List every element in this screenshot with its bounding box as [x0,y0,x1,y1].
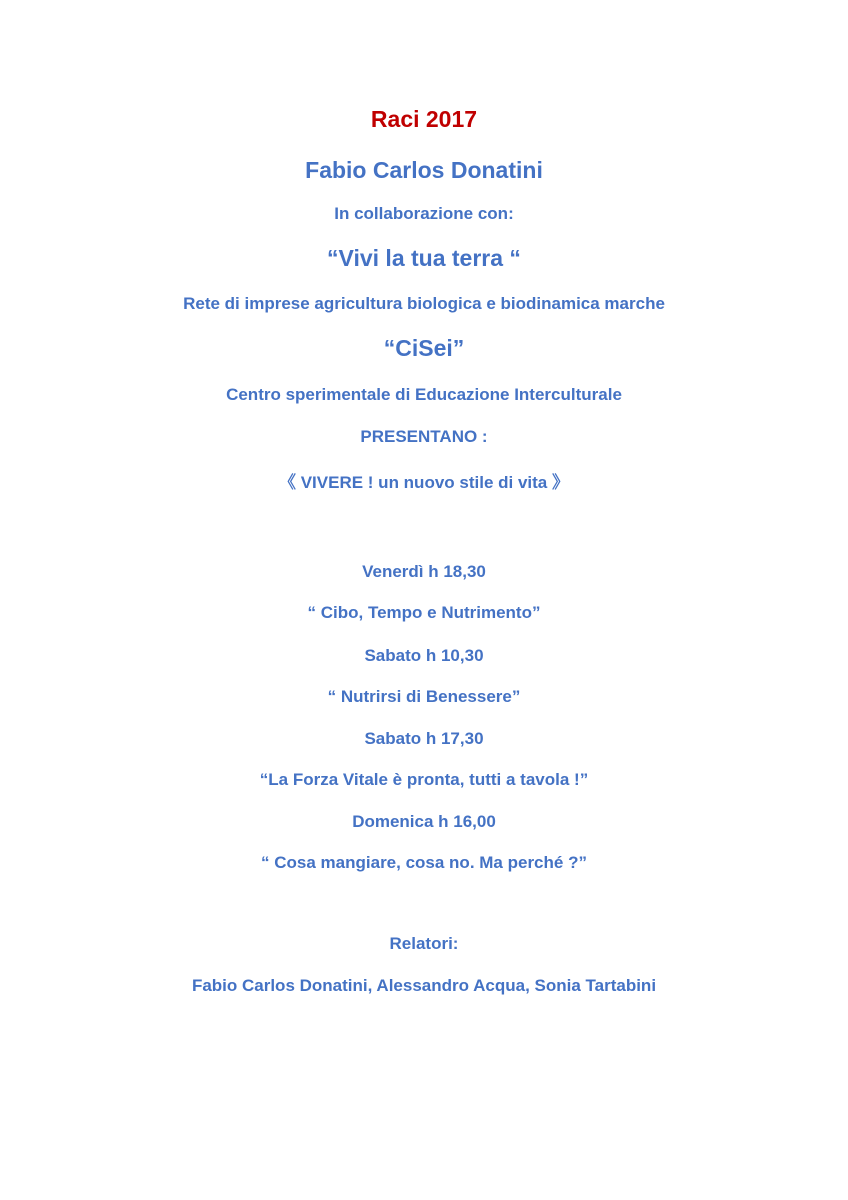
schedule-topic: “ Nutrirsi di Benessere” [327,687,521,706]
collaboration-intro: In collaborazione con: [334,204,514,223]
partner-cisei-description: Centro sperimentale di Educazione Interculturale [226,385,622,404]
partner-vivi-la-tua-terra: “Vivi la tua terra “ [327,245,521,271]
speakers-label: Relatori: [389,934,459,953]
speakers-names: Fabio Carlos Donatini, Alessandro Acqua, Sonia Tartabini [191,976,657,995]
schedule-time: Sabato h 10,30 [364,646,484,665]
partner-vivi-description: Rete di imprese agricultura biologica e biodinamica marche [183,294,665,313]
schedule-time: Venerdì h 18,30 [362,562,486,581]
event-title: 《 VIVERE ! un nuovo stile di vita 》 [279,473,569,492]
schedule-topic: “ Cosa mangiare, cosa no. Ma perché ?” [261,853,587,872]
schedule-topic: “La Forza Vitale è pronta, tutti a tavola !” [259,770,589,789]
schedule-time: Domenica h 16,00 [352,812,496,831]
schedule-time: Sabato h 17,30 [364,729,484,748]
year-title: Raci 2017 [370,106,478,132]
schedule-topic: “ Cibo, Tempo e Nutrimento” [307,603,541,622]
partner-cisei: “CiSei” [383,335,465,361]
author-name: Fabio Carlos Donatini [305,157,543,183]
presents-label: PRESENTANO : [360,427,488,446]
